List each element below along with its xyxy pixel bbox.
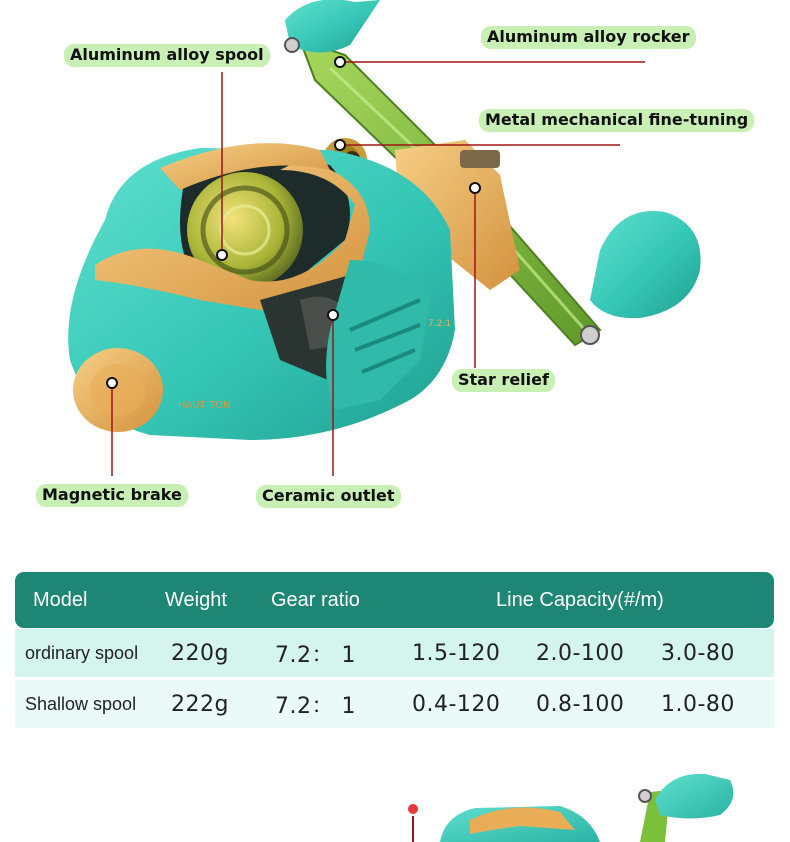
label-ceramic-outlet: Ceramic outlet [256,485,401,508]
cell-capacity-3: 1.0-80 [661,691,735,717]
header-model: Model [33,588,88,611]
table-row [15,680,774,728]
cell-capacity-1: 0.4-120 [412,691,501,717]
cell-gear-ratio: 7.2： 1 [275,693,356,719]
cell-model: Shallow spool [25,693,137,714]
reel-brand-text: HAUT TON [178,400,231,411]
pointer-marker [407,803,419,842]
spec-table-header [15,572,774,628]
label-metal-fine-tuning: Metal mechanical fine-tuning [479,109,754,132]
top-knob [285,0,380,52]
spec-table [15,572,774,728]
cell-capacity-2: 0.8-100 [536,691,625,717]
reel-body [68,143,455,440]
label-star-relief: Star relief [452,369,555,392]
header-line-capacity: Line Capacity(#/m) [496,588,664,611]
header-weight: Weight [165,588,227,611]
cell-gear-ratio: 7.2： 1 [275,642,356,668]
cell-capacity-1: 1.5-120 [412,640,501,666]
cell-weight: 222g [171,691,229,717]
cell-weight: 220g [171,640,229,666]
reel-preview-partial [0,760,790,842]
cell-capacity-2: 2.0-100 [536,640,625,666]
table-row [15,629,774,677]
cell-capacity-3: 3.0-80 [661,640,735,666]
cell-model: ordinary spool [25,642,139,663]
handle-knob [581,211,701,344]
label-magnetic-brake: Magnetic brake [36,484,188,507]
header-gear-ratio: Gear ratio [271,588,360,611]
reel-ratio-mark: 7.2:1 [428,319,452,329]
label-aluminum-alloy-rocker: Aluminum alloy rocker [481,26,696,49]
label-aluminum-alloy-spool: Aluminum alloy spool [64,44,270,67]
